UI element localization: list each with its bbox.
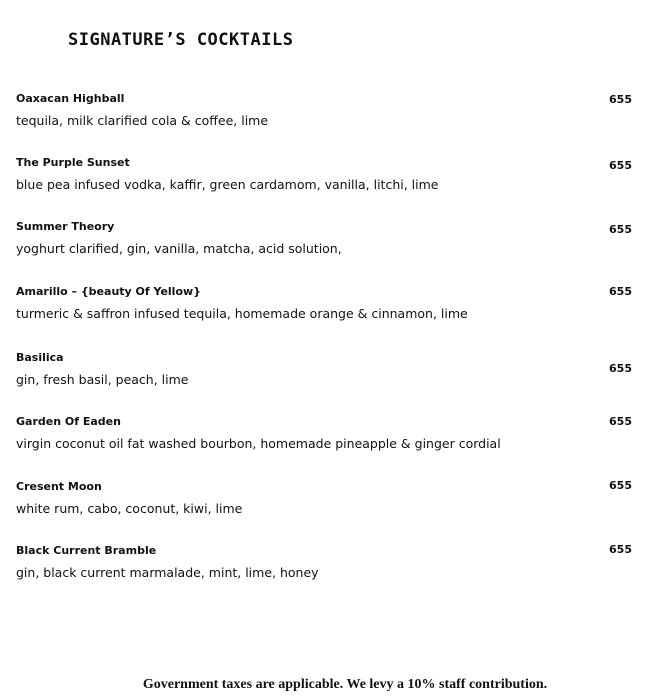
page-title: SIGNATURE’S COCKTAILS [68, 30, 294, 50]
item-name: Basilica [16, 351, 64, 364]
item-name: Black Current Bramble [16, 544, 157, 557]
item-description: turmeric & saffron infused tequila, homemade orange & cinnamon, lime [16, 306, 468, 321]
item-description: gin, black current marmalade, mint, lime, honey [16, 565, 319, 580]
item-description: yoghurt clarified, gin, vanilla, matcha, acid solution, [16, 241, 342, 256]
item-price: 655 [609, 285, 632, 298]
item-description: blue pea infused vodka, kaffir, green cardamom, vanilla, litchi, lime [16, 177, 439, 192]
menu-item-cresent-moon [16, 480, 636, 536]
menu-item-summer-theory [16, 220, 636, 276]
item-description: tequila, milk clarified cola & coffee, lime [16, 113, 269, 128]
item-name: Oaxacan Highball [16, 92, 125, 105]
item-price: 655 [609, 543, 632, 556]
item-price: 655 [609, 415, 632, 428]
item-price: 655 [609, 223, 632, 236]
item-name: Amarillo – {beauty Of Yellow} [16, 285, 202, 298]
item-price: 655 [609, 93, 632, 106]
item-description: gin, fresh basil, peach, lime [16, 372, 189, 387]
item-name: The Purple Sunset [16, 156, 130, 169]
item-description: virgin coconut oil fat washed bourbon, homemade pineapple & ginger cordial [16, 436, 501, 451]
item-name: Summer Theory [16, 220, 115, 233]
menu-item-garden-of-eaden [16, 415, 636, 471]
item-name: Garden Of Eaden [16, 415, 121, 428]
menu-item-the-purple-sunset [16, 156, 636, 212]
menu-item-basilica [16, 351, 636, 407]
item-price: 655 [609, 362, 632, 375]
item-price: 655 [609, 479, 632, 492]
menu-item-amarillo [16, 285, 636, 341]
item-price: 655 [609, 159, 632, 172]
item-description: white rum, cabo, coconut, kiwi, lime [16, 501, 243, 516]
footer-note: Government taxes are applicable. We levy a 10% staff contribution. [142, 677, 548, 692]
menu-item-black-current-bramble [16, 544, 636, 600]
menu-item-oaxacan-highball [16, 92, 636, 148]
item-name: Cresent Moon [16, 480, 102, 493]
